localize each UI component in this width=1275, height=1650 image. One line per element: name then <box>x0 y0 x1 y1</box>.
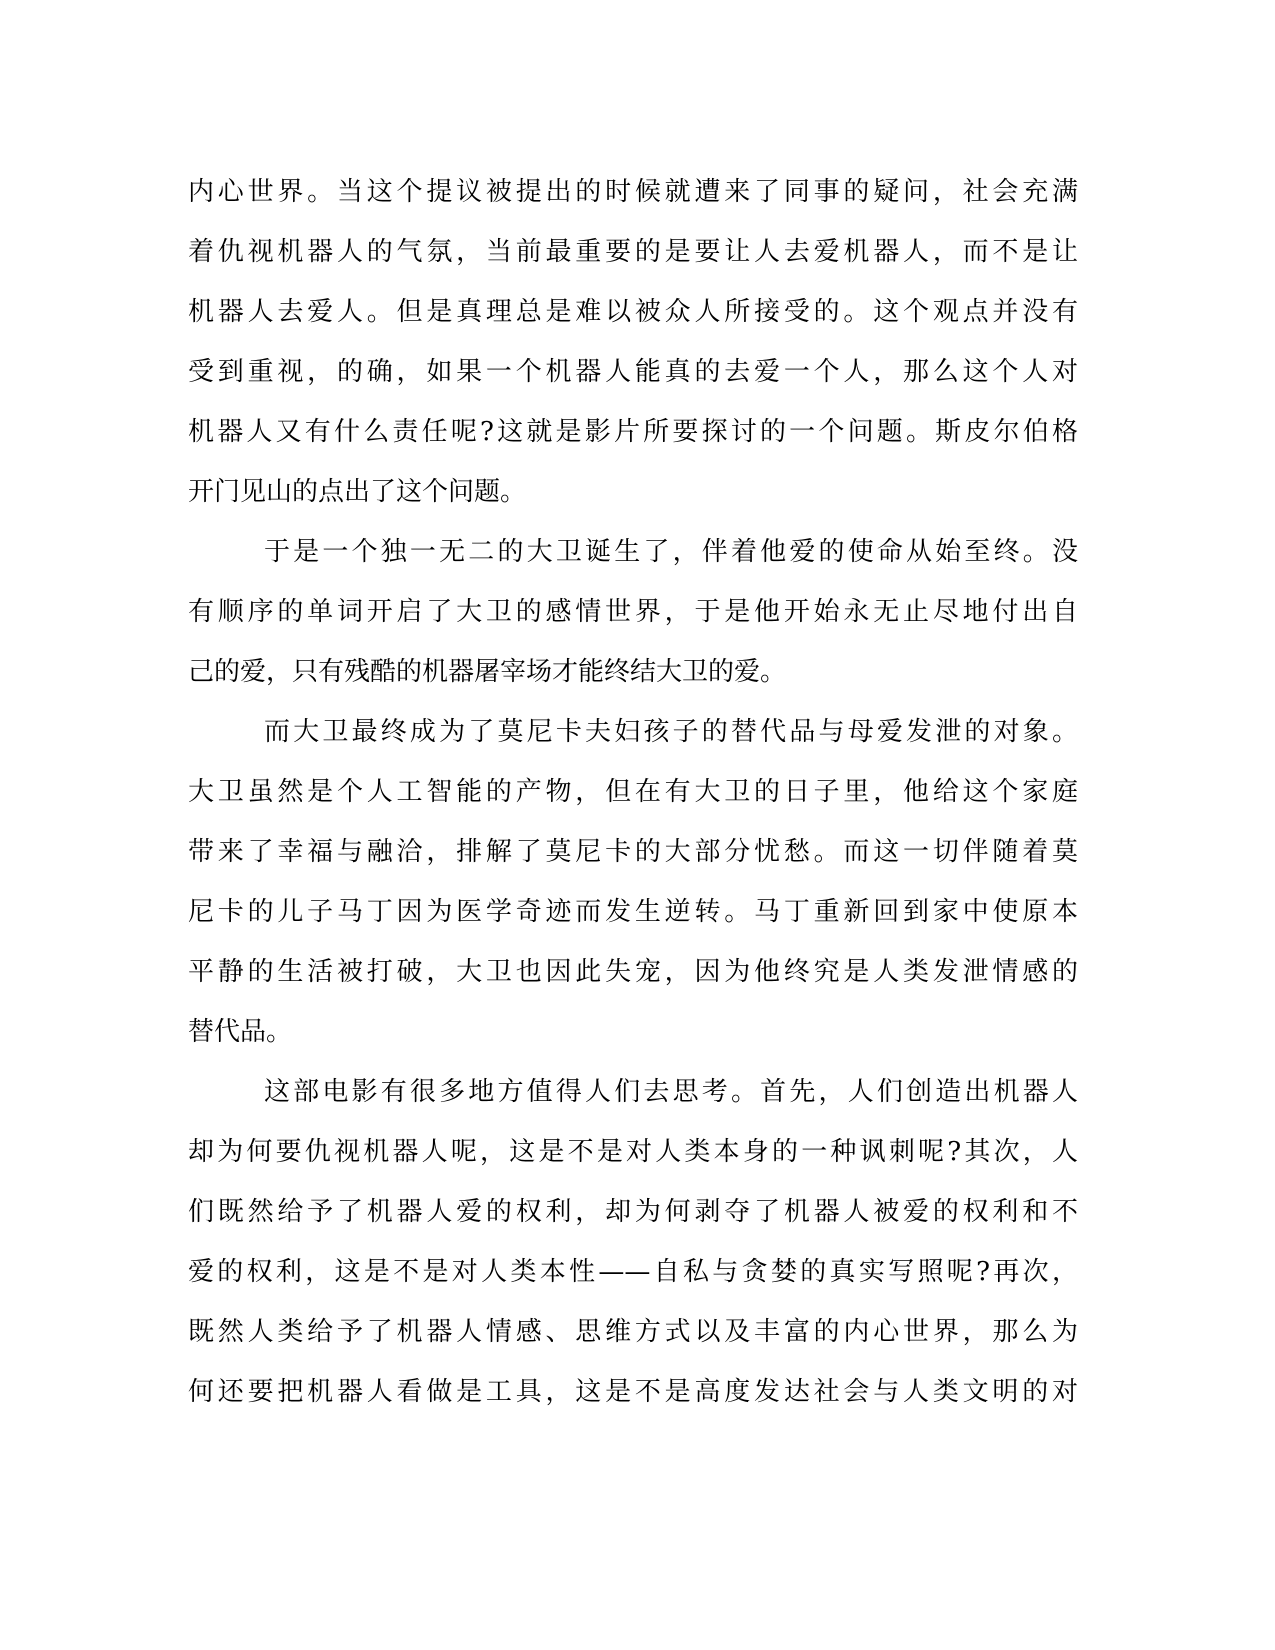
text-line: 尼卡的儿子马丁因为医学奇迹而发生逆转。马丁重新回到家中使原本 <box>188 897 1078 927</box>
body-text <box>188 162 1078 1422</box>
text-line: 着仇视机器人的气氛，当前最重要的是要让人去爱机器人，而不是让 <box>188 237 1078 267</box>
text-line: 替代品。 <box>188 1017 293 1047</box>
text-line: 于是一个独一无二的大卫诞生了，伴着他爱的使命从始至终。没 <box>264 537 1078 567</box>
text-line: 这部电影有很多地方值得人们去思考。首先，人们创造出机器人 <box>264 1077 1078 1107</box>
text-line: 受到重视，的确，如果一个机器人能真的去爱一个人，那么这个人对 <box>188 357 1078 387</box>
text-line: 开门见山的点出了这个问题。 <box>188 477 527 507</box>
text-line: 何还要把机器人看做是工具，这是不是高度发达社会与人类文明的对 <box>188 1377 1078 1407</box>
text-line: 们既然给予了机器人爱的权利，却为何剥夺了机器人被爱的权利和不 <box>188 1197 1078 1227</box>
text-line: 大卫虽然是个人工智能的产物，但在有大卫的日子里，他给这个家庭 <box>188 777 1078 807</box>
text-line: 而大卫最终成为了莫尼卡夫妇孩子的替代品与母爱发泄的对象。 <box>264 717 1078 747</box>
text-line: 爱的权利，这是不是对人类本性——自私与贪婪的真实写照呢?再次， <box>188 1257 1078 1287</box>
text-line: 却为何要仇视机器人呢，这是不是对人类本身的一种讽刺呢?其次，人 <box>188 1137 1078 1167</box>
text-line: 己的爱，只有残酷的机器屠宰场才能终结大卫的爱。 <box>188 657 787 687</box>
text-line: 既然人类给予了机器人情感、思维方式以及丰富的内心世界，那么为 <box>188 1317 1078 1347</box>
text-line: 机器人去爱人。但是真理总是难以被众人所接受的。这个观点并没有 <box>188 297 1078 327</box>
text-line: 平静的生活被打破，大卫也因此失宠，因为他终究是人类发泄情感的 <box>188 957 1078 987</box>
text-line: 机器人又有什么责任呢?这就是影片所要探讨的一个问题。斯皮尔伯格 <box>188 417 1078 447</box>
text-line: 内心世界。当这个提议被提出的时候就遭来了同事的疑问，社会充满 <box>188 177 1078 207</box>
text-line: 有顺序的单词开启了大卫的感情世界，于是他开始永无止尽地付出自 <box>188 597 1078 627</box>
text-line: 带来了幸福与融洽，排解了莫尼卡的大部分忧愁。而这一切伴随着莫 <box>188 837 1078 867</box>
